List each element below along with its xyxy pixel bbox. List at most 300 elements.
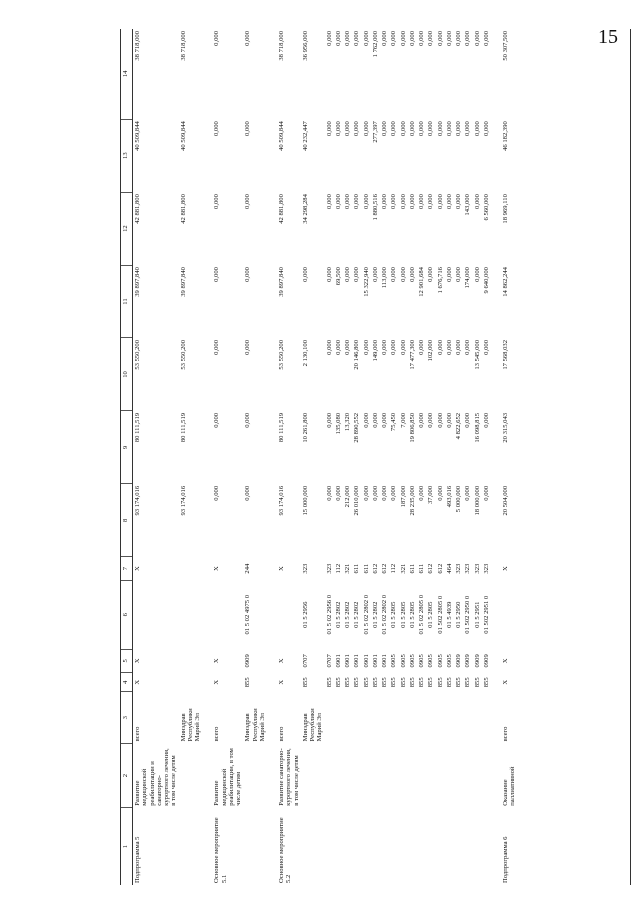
table-cell: 14 862,244 — [502, 267, 509, 297]
table-cell: 0,000 — [482, 121, 490, 137]
table-cell — [267, 649, 277, 673]
table-cell — [243, 743, 267, 807]
table-cell: 0,000 — [353, 121, 361, 137]
table-cell — [473, 808, 482, 885]
table-cell — [463, 692, 472, 743]
table-cell — [202, 265, 212, 338]
table-cell — [267, 673, 277, 692]
table-cell — [389, 743, 398, 807]
table-cell — [463, 743, 472, 807]
table-header-row — [121, 29, 133, 885]
table-cell: 01 5 2802 — [371, 601, 379, 628]
table-cell — [380, 692, 389, 743]
table-cell: 0,000 — [455, 121, 462, 137]
table-cell: 0,000 — [455, 267, 462, 282]
table-cell — [202, 557, 212, 581]
table-row — [501, 29, 518, 885]
table-cell: 01 5 2951 — [473, 601, 481, 628]
table-cell — [179, 557, 203, 581]
table-cell — [325, 743, 334, 807]
table-cell: 0905 — [436, 654, 444, 668]
table-cell: 135,080 — [334, 412, 342, 435]
table-cell: Подпрограмма 6 — [502, 836, 509, 883]
table-cell — [491, 484, 501, 557]
table-cell: 0,000 — [436, 340, 444, 355]
table-cell — [202, 411, 212, 484]
table-cell: 0909 — [464, 654, 472, 668]
table-cell — [352, 692, 361, 743]
table-cell: 0,000 — [408, 31, 416, 46]
table-cell — [491, 692, 501, 743]
table-row — [343, 29, 352, 885]
table-cell — [389, 808, 398, 885]
table-cell: 34 298,284 — [301, 194, 309, 224]
table-cell: 0,000 — [455, 340, 462, 355]
table-cell: 187,000 — [399, 485, 407, 508]
table-cell — [179, 649, 203, 673]
table-cell — [277, 580, 301, 649]
table-cell: 855 — [390, 677, 398, 688]
table-cell: 39 897,840 — [134, 267, 141, 297]
table-cell: 0909 — [473, 654, 481, 668]
table-cell — [491, 265, 501, 338]
table-cell: 0,000 — [482, 31, 490, 46]
table-cell — [325, 808, 334, 885]
table-cell: 7,000 — [399, 412, 407, 428]
table-cell: 855 — [334, 677, 342, 688]
table-cell: 0,000 — [436, 412, 444, 428]
table-row — [202, 29, 212, 885]
table-cell: 0905 — [445, 654, 453, 668]
table-cell — [408, 808, 417, 885]
table-cell: 0,000 — [325, 121, 333, 137]
table-cell: 0,000 — [482, 340, 490, 355]
table-cell: 38 718,000 — [134, 31, 141, 61]
table-cell: 15 000,000 — [301, 485, 309, 516]
table-cell: 42 881,800 — [179, 194, 187, 224]
table-cell: 0,000 — [436, 31, 444, 46]
table-cell: 42 881,800 — [134, 194, 141, 224]
table-cell: 0,000 — [399, 267, 407, 282]
table-cell: 244 — [244, 563, 252, 574]
table-cell: 12 901,684 — [418, 267, 425, 297]
table-cell: 0,000 — [464, 485, 472, 501]
table-cell: 0901 — [353, 654, 361, 668]
table-cell: 16 098,815 — [473, 412, 481, 443]
table-cell: 0,000 — [244, 31, 252, 46]
column-header: 1 — [121, 808, 133, 885]
table-cell: 0,000 — [399, 31, 407, 46]
table-cell: X — [134, 679, 141, 685]
table-cell: 01 502 2950 0 — [464, 595, 472, 634]
table-cell — [202, 649, 212, 673]
table-cell: 0,000 — [390, 121, 398, 137]
table-cell: 0,000 — [408, 194, 416, 209]
table-cell — [408, 743, 417, 807]
table-cell: 212,000 — [344, 485, 351, 508]
page-number: 15 — [598, 26, 618, 48]
table-cell — [267, 692, 277, 743]
column-header: 8 — [121, 484, 133, 557]
table-cell: 0901 — [334, 654, 342, 668]
table-cell: 855 — [381, 677, 388, 688]
table-cell: 855 — [482, 677, 490, 688]
table-cell: 0,000 — [362, 485, 370, 501]
table-cell — [179, 673, 203, 692]
table-cell: X — [134, 658, 141, 664]
table-cell: 1 676,716 — [436, 267, 444, 294]
table-cell: 42 881,800 — [278, 194, 285, 224]
table-cell: 0,000 — [301, 267, 309, 282]
table-cell: 611 — [353, 563, 361, 574]
table-cell: 01 502 2951 0 — [482, 595, 490, 634]
table-cell: 53 550,200 — [134, 340, 141, 370]
table-row — [426, 29, 435, 885]
table-cell: 1 880,516 — [371, 194, 379, 221]
table-cell: 0,000 — [464, 121, 472, 137]
table-cell: 0,000 — [418, 194, 425, 209]
table-row — [436, 29, 445, 885]
table-cell: 10 261,800 — [301, 412, 309, 443]
table-cell: 0901 — [371, 654, 379, 668]
table-cell: всего — [502, 726, 509, 742]
table-cell: 0,000 — [244, 340, 252, 355]
table-cell: X — [213, 566, 221, 571]
table-cell: 0,000 — [390, 340, 398, 355]
table-cell: 611 — [408, 563, 416, 574]
table-cell: 01 5 02 2802 0 — [362, 594, 370, 635]
table-cell: 53 550,200 — [278, 340, 285, 370]
table-cell — [473, 692, 482, 743]
table-cell: 0,000 — [427, 31, 435, 46]
table-cell: 0905 — [390, 654, 398, 668]
table-cell: 0901 — [344, 654, 351, 668]
table-cell: 50 307,500 — [502, 31, 509, 61]
table-cell: 0,000 — [362, 121, 370, 137]
table-cell — [380, 743, 389, 807]
table-cell: 464 — [445, 563, 453, 574]
table-cell: 855 — [371, 677, 379, 688]
column-header: 14 — [121, 29, 133, 119]
table-cell: 40 509,844 — [134, 121, 141, 151]
table-row — [380, 29, 389, 885]
table-cell: 855 — [353, 677, 361, 688]
table-cell: 0901 — [362, 654, 370, 668]
table-cell: 17 477,300 — [408, 340, 416, 370]
table-cell — [334, 692, 343, 743]
table-cell: 93 174,016 — [179, 485, 187, 516]
table-cell: 0,000 — [344, 194, 351, 209]
table-cell — [325, 692, 334, 743]
table-cell: 13 545,000 — [473, 340, 481, 370]
table-cell: 5 000,000 — [455, 485, 462, 513]
table-cell: 855 — [464, 677, 472, 688]
table-cell — [399, 743, 408, 807]
table-cell: 0,000 — [399, 121, 407, 137]
table-cell — [267, 265, 277, 338]
table-cell — [212, 580, 243, 649]
table-cell — [267, 119, 277, 192]
table-cell — [417, 692, 426, 743]
table-cell: 0,000 — [445, 340, 453, 355]
table-cell — [491, 580, 501, 649]
table-cell: 9 640,000 — [482, 267, 490, 294]
table-bottom-rule — [630, 29, 631, 885]
table-cell: 855 — [455, 677, 462, 688]
table-cell: Оказание паллиативной — [502, 766, 517, 806]
table-cell — [267, 743, 277, 807]
table-cell — [343, 743, 352, 807]
table-cell: 01 502 2805 0 — [436, 595, 444, 634]
table-cell — [371, 743, 380, 807]
table-cell: 149,000 — [371, 340, 379, 362]
table-cell: 0,000 — [436, 194, 444, 209]
table-cell: 0,000 — [213, 267, 221, 282]
table-cell — [436, 808, 445, 885]
table-cell: 0,000 — [381, 340, 388, 355]
table-cell — [473, 743, 482, 807]
table-cell: 0,000 — [473, 121, 481, 137]
column-header: 4 — [121, 673, 133, 692]
table-cell: 01 5 2802 — [344, 601, 351, 628]
table-cell: 323 — [482, 563, 490, 574]
table-cell — [491, 649, 501, 673]
table-row — [454, 29, 463, 885]
table-cell: всего — [278, 726, 285, 742]
table-cell — [491, 29, 501, 119]
table-cell: X — [134, 566, 141, 571]
table-cell: 37,000 — [427, 485, 435, 505]
table-cell: 0,000 — [473, 31, 481, 46]
table-cell: Подпрограмма 5 — [134, 836, 141, 883]
table-cell: 01 5 02 2802 0 — [381, 594, 388, 635]
table-cell: 01 5 02 4975 0 — [244, 594, 252, 635]
table-cell — [426, 743, 435, 807]
table-cell: 0,000 — [381, 412, 388, 428]
table-cell: 0,000 — [464, 340, 472, 355]
table-cell: 0,000 — [427, 121, 435, 137]
table-cell: 01 5 2802 — [334, 601, 342, 628]
table-cell: 39 897,840 — [278, 267, 285, 297]
column-header: 6 — [121, 580, 133, 649]
table-cell: 0,000 — [213, 485, 221, 501]
table-cell — [202, 692, 212, 743]
table-cell: 0,000 — [362, 340, 370, 355]
table-cell: 28 235,000 — [408, 485, 416, 516]
table-cell: 611 — [418, 563, 425, 574]
table-cell: 321 — [399, 563, 407, 574]
table-cell: 0,000 — [344, 121, 351, 137]
table-cell: 36 956,000 — [301, 31, 309, 61]
table-cell — [267, 557, 277, 581]
table-cell: 0,000 — [371, 485, 379, 501]
table-cell: 0,000 — [213, 194, 221, 209]
table-cell: 0,000 — [362, 412, 370, 428]
table-cell: 0,000 — [445, 267, 453, 282]
table-cell: 855 — [427, 677, 435, 688]
table-cell: 855 — [418, 677, 425, 688]
table-cell — [463, 808, 472, 885]
table-cell: 855 — [325, 677, 333, 688]
table-cell: 0,000 — [473, 267, 481, 282]
table-cell: 143,000 — [464, 194, 472, 216]
table-cell: 13,320 — [344, 412, 351, 432]
table-cell — [179, 808, 203, 885]
table-cell: 0,000 — [427, 194, 435, 209]
table-cell — [179, 580, 203, 649]
table-cell — [399, 692, 408, 743]
table-cell: 80 111,519 — [134, 412, 141, 443]
table-cell: 0,000 — [445, 412, 453, 428]
table-cell: 01 5 2950 — [455, 601, 462, 628]
table-cell — [445, 692, 454, 743]
table-cell: 93 174,016 — [278, 485, 285, 516]
table-cell: X — [278, 679, 285, 685]
table-cell: 612 — [381, 563, 388, 574]
table-cell: 15 322,940 — [362, 267, 370, 297]
table-cell: 0,000 — [390, 267, 398, 282]
table-row — [408, 29, 417, 885]
table-row — [277, 29, 301, 885]
table-cell: 0,000 — [390, 31, 398, 46]
table-cell — [267, 484, 277, 557]
table-cell: 855 — [436, 677, 444, 688]
table-cell: 0,000 — [325, 267, 333, 282]
table-cell: 4 822,652 — [455, 412, 462, 440]
table-cell — [482, 743, 491, 807]
table-cell — [426, 808, 435, 885]
table-cell — [417, 743, 426, 807]
table-row — [301, 29, 325, 885]
table-cell: 0909 — [244, 654, 252, 668]
table-cell: 0,000 — [213, 121, 221, 137]
table-cell — [334, 808, 343, 885]
table-cell: 0,000 — [334, 485, 342, 501]
table-cell — [371, 808, 380, 885]
table-cell: Развитие медицинской реабилитации, в том числе детям — [213, 748, 242, 806]
table-cell: 0905 — [408, 654, 416, 668]
table-cell — [491, 192, 501, 265]
table-cell — [267, 580, 277, 649]
table-cell: 53 550,200 — [179, 340, 187, 370]
table-cell: X — [213, 658, 221, 664]
table-cell: 323 — [301, 563, 309, 574]
table-cell: 0707 — [301, 654, 309, 668]
table-row — [334, 29, 343, 885]
table-cell — [202, 192, 212, 265]
table-row — [212, 29, 243, 885]
table-cell: 0,000 — [390, 485, 398, 501]
table-row — [482, 29, 491, 885]
table-cell: 323 — [325, 563, 333, 574]
table-cell: 0,000 — [427, 412, 435, 428]
table-cell: 0,000 — [362, 31, 370, 46]
table-cell: 0,000 — [418, 340, 425, 355]
table-cell: X — [213, 679, 221, 685]
table-cell: 40 232,447 — [301, 121, 309, 151]
table-cell: 0,000 — [344, 267, 351, 282]
table-cell: 6 560,000 — [482, 194, 490, 221]
table-cell: 0,000 — [334, 121, 342, 137]
table-cell — [202, 580, 212, 649]
table-cell: 0,000 — [244, 267, 252, 282]
table-cell: 0905 — [418, 654, 425, 668]
table-cell: 01 5 02 2956 0 — [325, 594, 333, 635]
table-cell: 19 806,850 — [408, 412, 416, 443]
table-cell — [133, 580, 179, 649]
table-cell — [267, 411, 277, 484]
table-cell: 0901 — [381, 654, 388, 668]
table-cell: всего — [134, 726, 141, 742]
table-cell: 855 — [445, 677, 453, 688]
table-cell — [436, 692, 445, 743]
table-cell — [301, 743, 325, 807]
table-cell — [352, 808, 361, 885]
table-cell: 20 146,800 — [353, 340, 361, 370]
table-cell: 0,000 — [371, 412, 379, 428]
table-cell — [426, 692, 435, 743]
table-row — [473, 29, 482, 885]
table-cell: 0,000 — [399, 194, 407, 209]
table-row — [371, 29, 380, 885]
table-cell — [202, 673, 212, 692]
table-cell — [334, 743, 343, 807]
table-cell: 855 — [399, 677, 407, 688]
column-header: 12 — [121, 192, 133, 265]
table-cell: 01 5 02 2805 0 — [418, 594, 425, 635]
table-cell: 0,000 — [213, 412, 221, 428]
table-cell — [352, 743, 361, 807]
table-cell: 18 000,000 — [473, 485, 481, 516]
table-cell — [202, 808, 212, 885]
table-cell — [343, 692, 352, 743]
table-cell: 0,000 — [445, 31, 453, 46]
table-cell: 0,000 — [418, 121, 425, 137]
table-cell — [343, 808, 352, 885]
table-cell: 01 5 2802 — [353, 601, 361, 628]
table-cell: 0,000 — [353, 31, 361, 46]
table-cell: 323 — [455, 563, 462, 574]
table-cell: 0,000 — [455, 194, 462, 209]
table-cell: 855 — [244, 677, 252, 688]
table-row — [267, 29, 277, 885]
table-cell: 0,000 — [371, 267, 379, 282]
table-cell: 0,000 — [334, 340, 342, 355]
table-cell: Развитие санаторно-курортного лечения, в том числе детям — [278, 748, 300, 806]
table-cell — [362, 692, 371, 743]
table-cell: 93 174,016 — [134, 485, 141, 516]
table-cell — [501, 580, 518, 649]
table-cell — [362, 743, 371, 807]
table-cell: 0,000 — [436, 485, 444, 501]
table-cell: Основное мероприятие 5.2 — [278, 817, 293, 883]
table-cell: 612 — [436, 563, 444, 574]
table-cell: 112 — [334, 563, 342, 574]
table-cell: 0,000 — [445, 121, 453, 137]
table-cell — [202, 29, 212, 119]
column-header: 7 — [121, 557, 133, 581]
table-cell — [454, 743, 463, 807]
table-cell: 0,000 — [362, 194, 370, 209]
table-cell: X — [278, 658, 285, 664]
column-header: 5 — [121, 649, 133, 673]
table-cell — [491, 743, 501, 807]
table-cell: 0,000 — [325, 412, 333, 428]
table-cell: Минздрав Республики Марий Эл — [179, 708, 201, 742]
table-cell: 855 — [344, 677, 351, 688]
table-cell: 01 5 2805 — [390, 601, 398, 628]
table-cell: 0,000 — [436, 121, 444, 137]
